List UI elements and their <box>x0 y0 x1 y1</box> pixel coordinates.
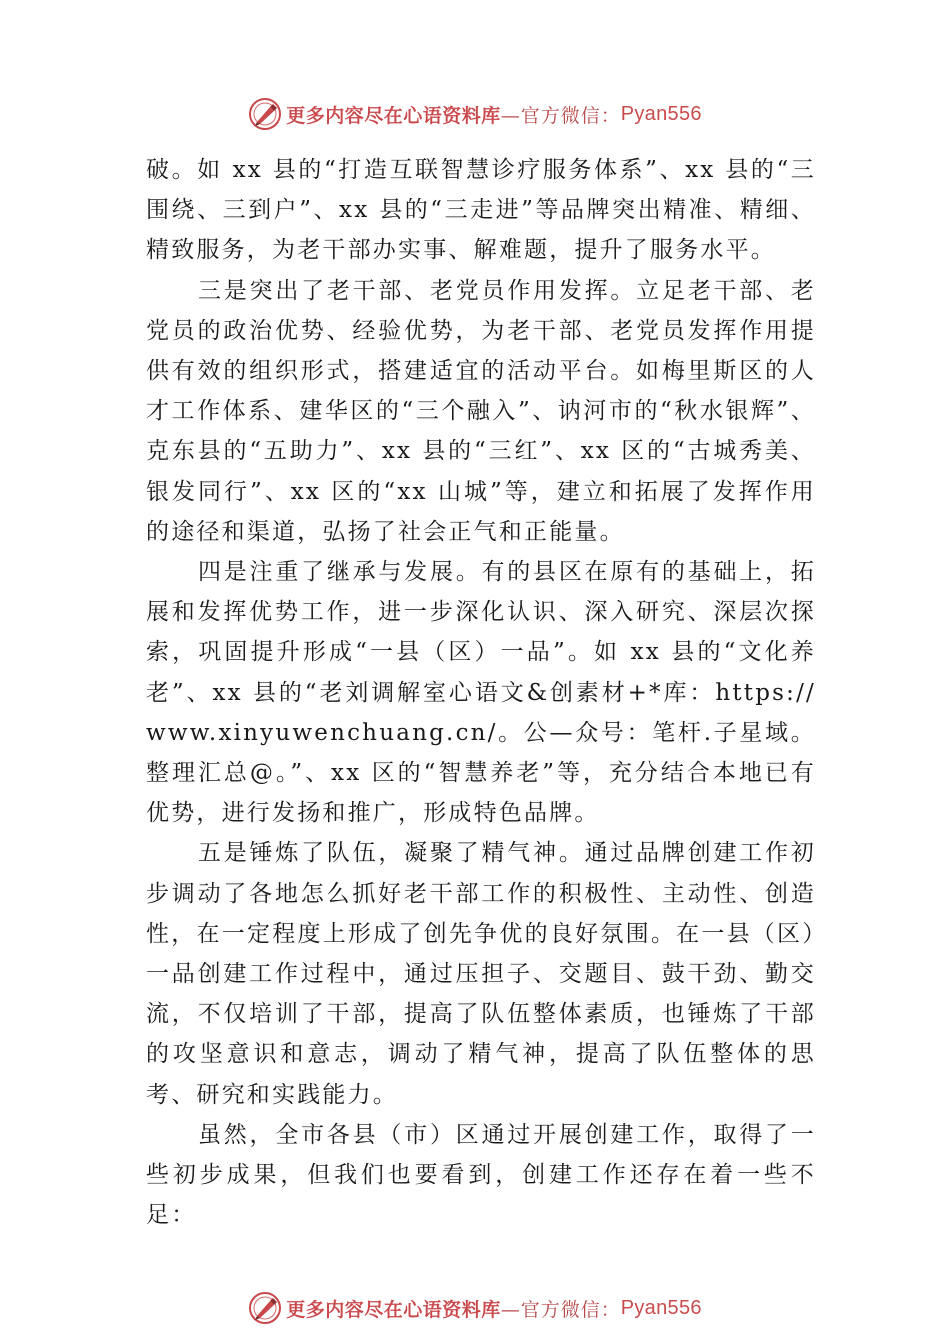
header-slogan: 更多内容尽在心语资料库 <box>286 104 501 127</box>
footer-official-label: —官方微信： <box>500 1298 621 1321</box>
footer-banner <box>0 1288 950 1328</box>
paragraph-point-four: 四是注重了继承与发展。有的县区在原有的基础上，拓展和发挥优势工作，进一步深化认识、深入研究、深层次探索，巩固提升形成“一县（区）一品”。如 xx 县的“文化养老”、xx 县的“老刘调解室心语文&创素材+*库：https://www.xinyuwenchuang.cn/。公—众号：笔杆.子星域。整理汇总@。”、xx 区的“智慧养老”等，充分结合本地已有优势，进行发扬和推广，形成特色品牌。 <box>146 559 816 827</box>
footer-slogan: 更多内容尽在心语资料库 <box>286 1298 501 1321</box>
pen-nib-logo-icon <box>248 1291 282 1325</box>
paragraph-shortcomings-intro: 虽然，全市各县（市）区通过开展创建工作，取得了一些初步成果，但我们也要看到，创建工作还存在着一些不足： <box>146 1121 816 1229</box>
header-banner <box>0 94 950 134</box>
pen-nib-logo-icon <box>248 97 282 131</box>
document-body <box>146 150 816 1235</box>
header-wechat-id: Pyan556 <box>620 102 702 125</box>
paragraph-point-five: 五是锤炼了队伍，凝聚了精气神。通过品牌创建工作初步调动了各地怎么抓好老干部工作的积极性、主动性、创造性，在一定程度上形成了创先争优的良好氛围。在一县（区）一品创建工作过程中，通过压担子、交题目、鼓干劲、勤交流，不仅培训了干部，提高了队伍整体素质，也锤炼了干部的攻坚意识和意志，调动了精气神，提高了队伍整体的思考、研究和实践能力。 <box>146 840 816 1108</box>
footer-wechat-id: Pyan556 <box>620 1296 702 1319</box>
header-official-label: —官方微信： <box>500 104 621 127</box>
paragraph-point-three: 三是突出了老干部、老党员作用发挥。立足老干部、老党员的政治优势、经验优势，为老干部、老党员发挥作用提供有效的组织形式，搭建适宜的活动平台。如梅里斯区的人才工作体系、建华区的“三个融入”、讷河市的“秋水银辉”、克东县的“五助力”、xx 县的“三红”、xx 区的“古城秀美、银发同行”、xx 区的“xx 山城”等，建立和拓展了发挥作用的途径和渠道，弘扬了社会正气和正能量。 <box>146 277 816 545</box>
paragraph-continuation: 破。如 xx 县的“打造互联智慧诊疗服务体系”、xx 县的“三围绕、三到户”、xx 县的“三走进”等品牌突出精准、精细、精致服务，为老干部办实事、解难题，提升了服务水平。 <box>146 157 816 264</box>
